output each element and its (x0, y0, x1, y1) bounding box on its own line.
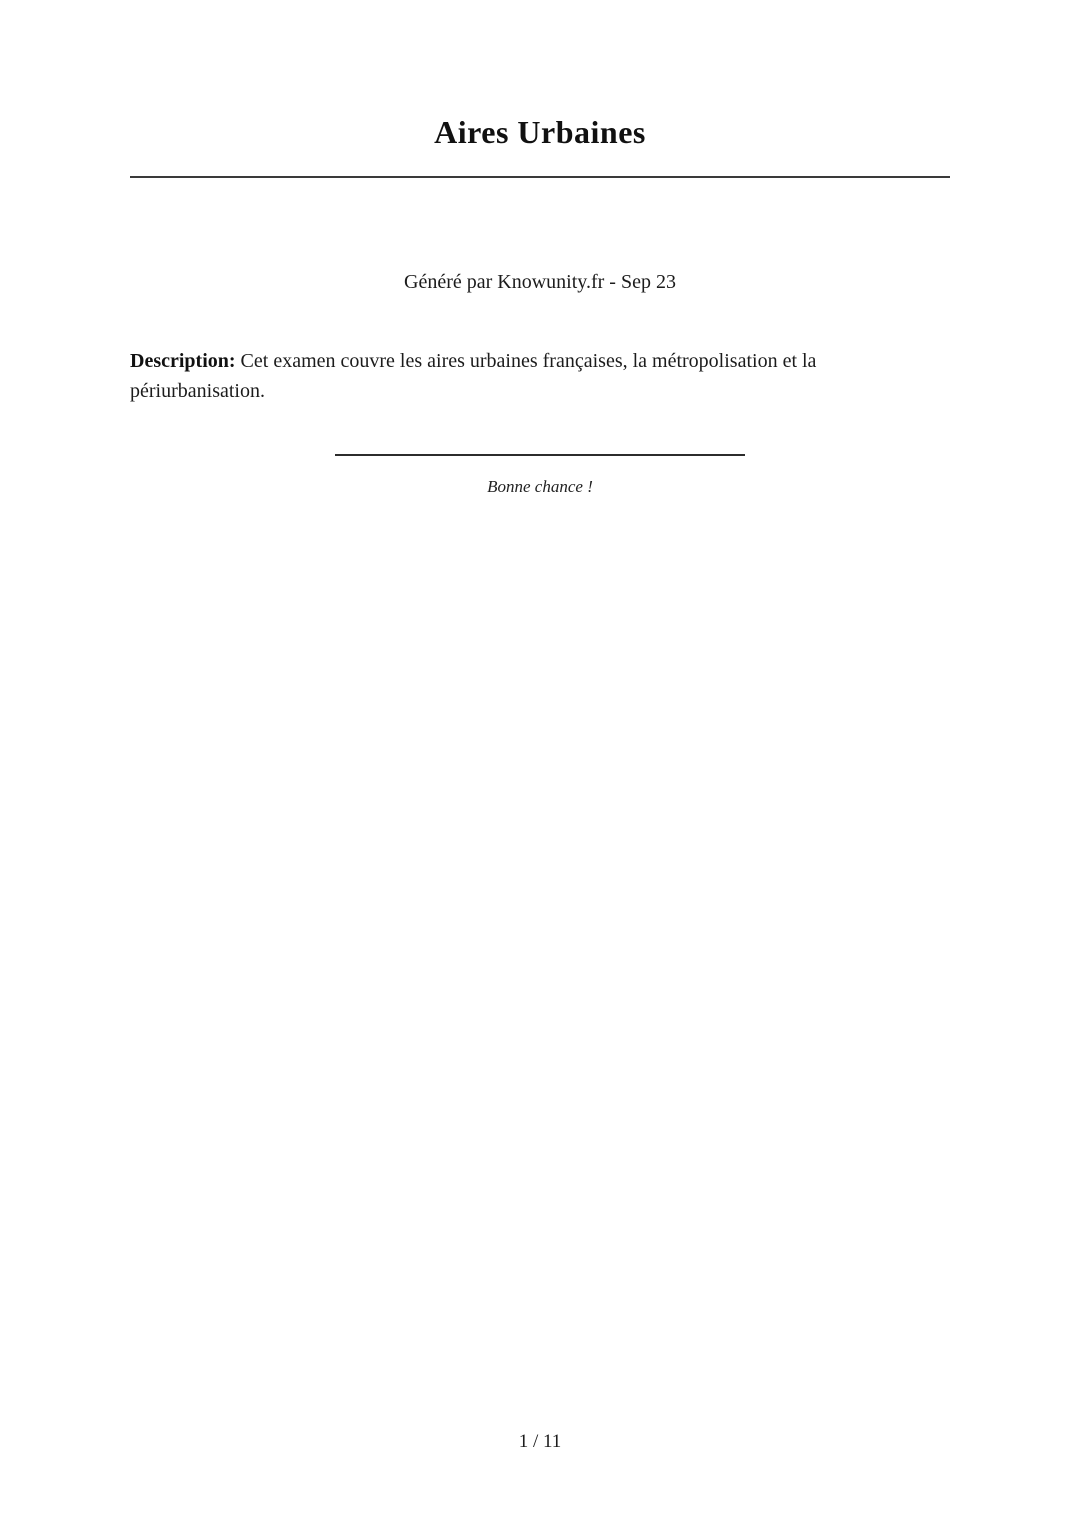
description-paragraph (130, 346, 950, 406)
center-divider (335, 454, 745, 456)
document-title: Aires Urbaines (434, 114, 646, 150)
closing-note: Bonne chance ! (487, 477, 593, 497)
description-label: Description: (130, 350, 236, 373)
title-divider (130, 176, 950, 178)
page-number: 1 / 11 (518, 1431, 562, 1452)
description-text: Cet examen couvre les aires urbaines françaises, la métropolisation et la périurbanisation. (130, 350, 817, 403)
generated-by-line: Généré par Knowunity.fr - Sep 23 (404, 271, 676, 294)
document-content (0, 0, 1080, 497)
